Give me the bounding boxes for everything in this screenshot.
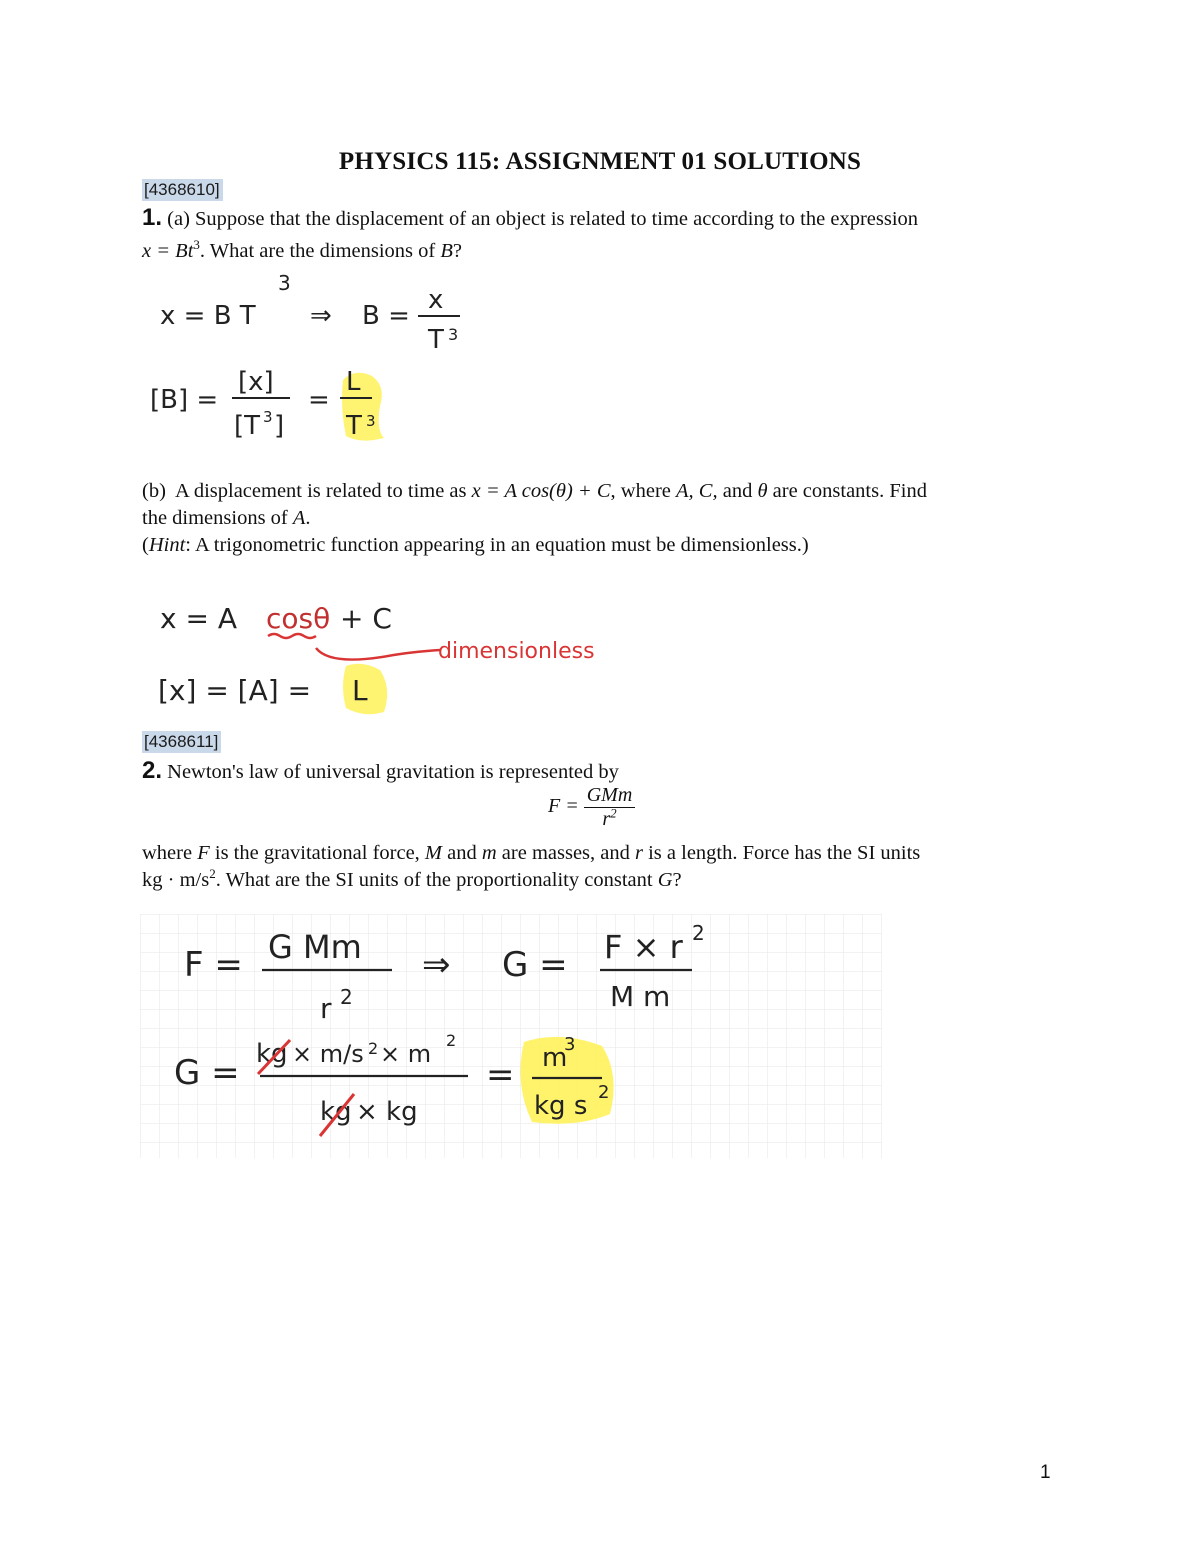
hw-exponent: 3 <box>263 408 273 426</box>
hw-exponent: 2 <box>446 1031 457 1050</box>
question-2-text <box>142 840 1072 867</box>
hw-denominator: kg <box>320 1097 352 1127</box>
hw-equation: x = A <box>160 602 237 635</box>
hw-denominator: M m <box>610 980 671 1013</box>
variable: G <box>657 869 673 891</box>
hw-denominator: × kg <box>356 1097 418 1127</box>
hw-exponent: 3 <box>564 1034 576 1055</box>
hint-text: : A trigonometric function appearing in an equation must be dimensionless.) <box>185 534 809 556</box>
variable: θ <box>757 480 768 502</box>
question-number: 1. <box>142 204 163 231</box>
implies-arrow: ⇒ <box>422 945 451 985</box>
annotation-arrow <box>316 648 440 660</box>
hw-equation: B = <box>362 301 410 331</box>
hint-paren: ( <box>142 534 149 556</box>
question-text: is the gravitational force, <box>209 842 425 864</box>
question-text: and <box>717 480 758 502</box>
gravitation-formula <box>548 784 635 831</box>
question-id-label: [4368610] <box>142 179 223 201</box>
units: kg · m/s <box>142 869 210 891</box>
question-id <box>142 180 223 200</box>
hw-numerator: [x] <box>238 367 274 397</box>
question-text: ? <box>672 869 682 891</box>
hint-label: Hint <box>148 534 186 556</box>
hw-numerator: G Mm <box>268 928 362 966</box>
hw-exponent: 3 <box>448 325 459 344</box>
question-text: the dimensions of <box>142 507 293 529</box>
expression: x = A cos(θ) + C <box>471 480 611 502</box>
hw-answer: L <box>352 674 368 707</box>
formula-fraction <box>584 784 636 831</box>
hw-exponent: 2 <box>340 985 353 1009</box>
exponent: 2 <box>209 866 216 882</box>
hw-exponent: 2 <box>598 1082 610 1103</box>
question-text: Newton's law of universal gravitation is represented by <box>167 761 619 783</box>
hw-equals: = <box>308 385 330 415</box>
hw-equation: + C <box>340 602 392 635</box>
variable: A <box>292 507 306 529</box>
hw-bracket: ] <box>274 411 285 441</box>
hw-denominator: T <box>428 325 444 355</box>
question-text: are masses, and <box>496 842 635 864</box>
page-number: 1 <box>1040 1462 1051 1483</box>
question-text: ? <box>452 240 462 262</box>
question-text: , where <box>610 480 677 502</box>
variables: A, C, <box>676 480 718 502</box>
formula-numerator: GMm <box>584 784 636 808</box>
page-title: PHYSICS 115: ASSIGNMENT 01 SOLUTIONS <box>338 148 862 175</box>
question-text: . <box>305 507 311 529</box>
question-text: A displacement is related to time as <box>175 480 472 502</box>
question-text: Suppose that the displacement of an object is related to time according to the expression <box>195 208 919 230</box>
hw-equation: G = <box>174 1053 240 1093</box>
hw-answer-numerator: m <box>542 1043 568 1073</box>
hw-numerator: × m/s <box>292 1040 364 1068</box>
question-text: where <box>142 842 198 864</box>
variable: B <box>440 240 453 262</box>
expression: x = Bt <box>142 240 194 262</box>
hw-answer-denominator: T <box>346 411 362 441</box>
part-label: (b) <box>142 480 166 502</box>
question-id <box>142 732 221 752</box>
hw-equation: F = <box>184 945 243 985</box>
hw-exponent: 3 <box>366 412 376 430</box>
question-1-part-a <box>142 204 1072 233</box>
hw-exponent: 2 <box>368 1039 379 1058</box>
hw-equation: x = B T <box>160 301 256 331</box>
variable: F <box>197 842 210 864</box>
question-id-label: [4368611] <box>142 731 221 753</box>
question-text: . What are the dimensions of <box>199 240 441 262</box>
hint <box>142 532 809 559</box>
hw-equation: [x] = [A] = <box>158 674 312 707</box>
hw-exponent: 2 <box>692 921 705 945</box>
handwritten-solution-2 <box>140 914 882 1158</box>
part-label: (a) <box>167 208 190 230</box>
formula-denominator: r <box>602 808 611 830</box>
exponent: 2 <box>610 805 617 821</box>
hw-answer-denominator: kg s <box>534 1091 588 1121</box>
hw-exponent: 3 <box>278 271 291 295</box>
question-text: and <box>442 842 482 864</box>
question-2-text-line2 <box>142 867 682 894</box>
hw-numerator: F × r <box>604 928 683 966</box>
implies-arrow: ⇒ <box>310 301 332 331</box>
hw-denominator: [T <box>234 411 261 441</box>
question-1-part-a-line2 <box>142 238 462 265</box>
formula-lhs: F = <box>548 795 579 818</box>
hw-equation: G = <box>502 945 568 985</box>
question-1-part-b <box>142 478 1072 505</box>
hw-equation: [B] = <box>150 385 219 415</box>
question-text: are constants. Find <box>767 480 927 502</box>
question-text: is a length. Force has the SI units <box>642 842 921 864</box>
hw-equals: = <box>486 1055 515 1095</box>
handwritten-solution-a <box>140 268 500 448</box>
exponent: 3 <box>193 237 200 253</box>
handwritten-solution-b <box>140 590 680 720</box>
variable: M <box>424 842 442 864</box>
variable: m <box>481 842 497 864</box>
variable: r <box>635 842 643 864</box>
question-text: . What are the SI units of the proportionality constant <box>215 869 658 891</box>
hw-numerator: × m <box>380 1040 432 1068</box>
hw-cos-term: cosθ <box>266 602 331 635</box>
question-1-part-b-line2 <box>142 505 311 532</box>
hw-denominator: r <box>320 992 332 1025</box>
hw-answer-numerator: L <box>346 367 361 397</box>
hw-annotation: dimensionless <box>438 639 595 664</box>
question-number: 2. <box>142 757 163 784</box>
hw-numerator: x <box>428 285 444 315</box>
question-2-intro <box>142 757 619 786</box>
hw-numerator: kg <box>256 1039 288 1069</box>
